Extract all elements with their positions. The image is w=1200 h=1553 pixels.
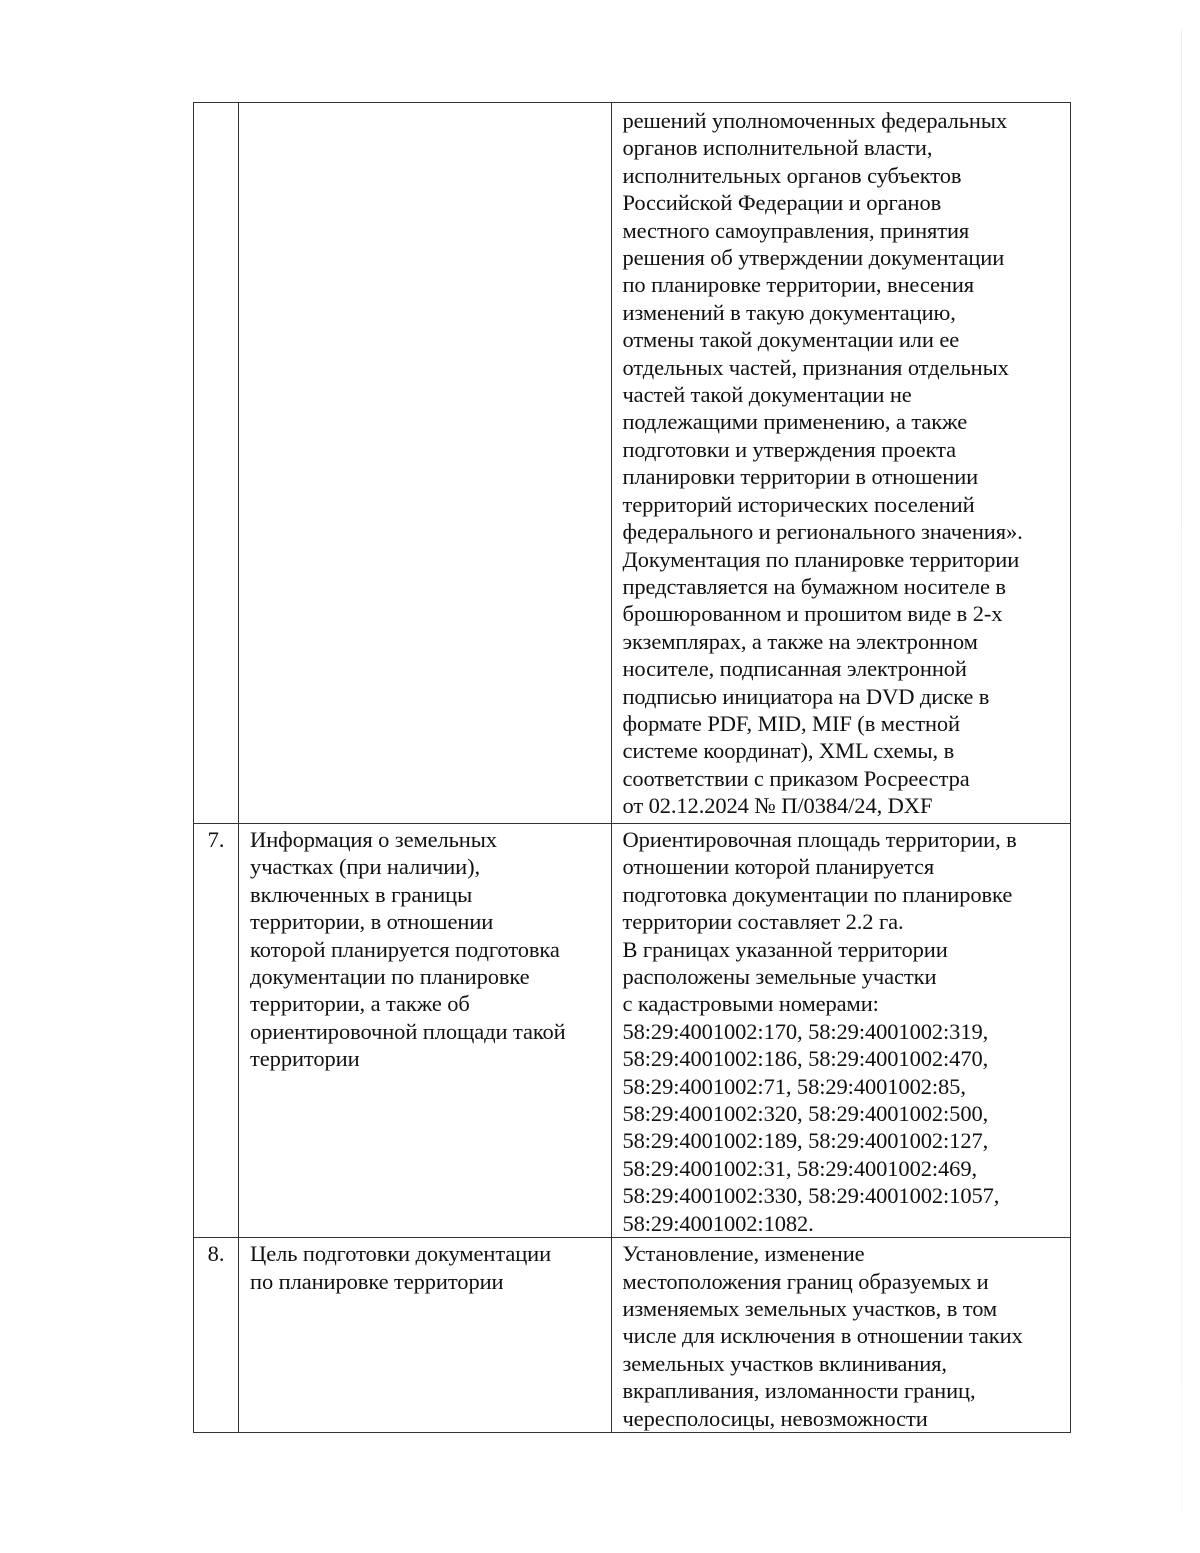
text-line: отмены такой документации или ее — [622, 327, 960, 353]
text-line: 58:29:4001002:330, 58:29:4001002:1057, — [622, 1183, 1000, 1209]
text-line: подписью инициатора на DVD диске в — [622, 683, 990, 709]
row-value — [612, 824, 1070, 1237]
text-line: Ориентировочная площадь территории, в — [622, 827, 1017, 852]
text-line: 58:29:4001002:31, 58:29:4001002:469, — [622, 1155, 978, 1181]
text-line: федерального и регионального значения». — [622, 519, 1023, 545]
row-name-cell — [239, 1238, 612, 1433]
text-line: представляется на бумажном носителе в — [622, 573, 1006, 599]
row-value — [612, 1238, 1070, 1432]
text-line: органов исполнительной власти, — [622, 135, 933, 161]
text-line: Установление, изменение — [622, 1241, 865, 1267]
row-number: 8. — [207, 1241, 225, 1267]
text-line: экземплярах, а также на электронном — [622, 628, 978, 654]
text-line: территорий исторических поселений — [622, 491, 975, 517]
row-value — [612, 103, 1070, 820]
text-line: с кадастровыми номерами: — [622, 991, 879, 1017]
row-number-cell — [194, 103, 239, 824]
row-number: 7. — [207, 827, 225, 852]
text-line: частей такой документации не — [622, 382, 912, 408]
text-line: участках (при наличии), — [250, 854, 481, 880]
text-line: носителе, подписанная электронной — [622, 656, 967, 682]
row-number — [194, 103, 238, 105]
text-line: подлежащими применению, а также — [622, 409, 968, 435]
text-line: расположены земельные участки — [622, 964, 937, 990]
text-line: территории составляет 2.2 га. — [622, 909, 904, 935]
row-value-cell — [612, 824, 1071, 1238]
table-row — [194, 103, 1071, 824]
text-line: отношении которой планируется — [622, 854, 935, 880]
scan-edge-mark — [1181, 30, 1182, 1510]
text-line: планировки территории в отношении — [622, 464, 979, 490]
text-line: подготовка документации по планировке — [622, 881, 1013, 907]
text-line: решений уполномоченных федеральных — [622, 108, 1008, 133]
text-line: вкрапливания, изломанности границ, — [622, 1378, 976, 1404]
text-line: Документация по планировке территории — [622, 546, 1020, 572]
text-line: подготовки и утверждения проекта — [622, 436, 957, 462]
text-line: решения об утверждении документации — [622, 245, 1005, 271]
text-line: от 02.12.2024 № П/0384/24, DXF — [622, 793, 933, 819]
row-value-cell — [612, 1238, 1071, 1433]
text-line: по планировке территории — [250, 1268, 504, 1294]
text-line: изменений в такую документацию, — [622, 299, 956, 325]
text-line: 58:29:4001002:186, 58:29:4001002:470, — [622, 1046, 989, 1072]
text-line: системе координат), XML схемы, в — [622, 738, 955, 764]
text-line: изменяемых земельных участков, в том — [622, 1295, 998, 1321]
text-line: 58:29:4001002:320, 58:29:4001002:500, — [622, 1101, 989, 1127]
text-line: земельных участков вклинивания, — [622, 1350, 947, 1376]
text-line: территории, а также об — [250, 991, 470, 1017]
text-line: Российской Федерации и органов — [622, 190, 942, 216]
text-line: документации по планировке — [250, 964, 530, 990]
text-line: ориентировочной площади такой — [250, 1018, 566, 1044]
text-line: чересполосицы, невозможности — [622, 1405, 928, 1431]
text-line: местного самоуправления, принятия — [622, 217, 970, 243]
text-line: территории — [250, 1046, 360, 1072]
text-line: территории, в отношении — [250, 909, 494, 935]
text-line: включенных в границы — [250, 881, 473, 907]
text-line: отдельных частей, признания отдельных — [622, 354, 1009, 380]
row-value-cell — [612, 103, 1071, 824]
text-line: 58:29:4001002:71, 58:29:4001002:85, — [622, 1073, 966, 1099]
text-line: по планировке территории, внесения — [622, 272, 975, 298]
requirements-table — [193, 102, 1071, 1433]
text-line: Информация о земельных — [250, 827, 497, 852]
row-name — [239, 1238, 611, 1295]
row-name-cell — [239, 103, 612, 824]
row-number-cell — [194, 1238, 239, 1433]
text-line: формате PDF, MID, MIF (в местной — [622, 710, 960, 736]
row-name — [239, 103, 611, 105]
row-number-cell — [194, 824, 239, 1238]
table-row — [194, 1238, 1071, 1433]
text-line: В границах указанной территории — [622, 936, 948, 962]
row-name-cell — [239, 824, 612, 1238]
text-line: числе для исключения в отношении таких — [622, 1323, 1023, 1349]
text-line: которой планируется подготовка — [250, 936, 560, 962]
text-line: соответствии с приказом Росреестра — [622, 765, 970, 791]
text-line: местоположения границ образуемых и — [622, 1268, 989, 1294]
text-line: 58:29:4001002:1082. — [622, 1210, 814, 1236]
text-line: 58:29:4001002:189, 58:29:4001002:127, — [622, 1128, 989, 1154]
text-line: исполнительных органов субъектов — [622, 162, 962, 188]
text-line: брошюрованном и прошитом виде в 2-х — [622, 601, 1003, 627]
table-row — [194, 824, 1071, 1238]
row-name — [239, 824, 611, 1073]
text-line: 58:29:4001002:170, 58:29:4001002:319, — [622, 1018, 989, 1044]
text-line: Цель подготовки документации — [250, 1241, 552, 1267]
